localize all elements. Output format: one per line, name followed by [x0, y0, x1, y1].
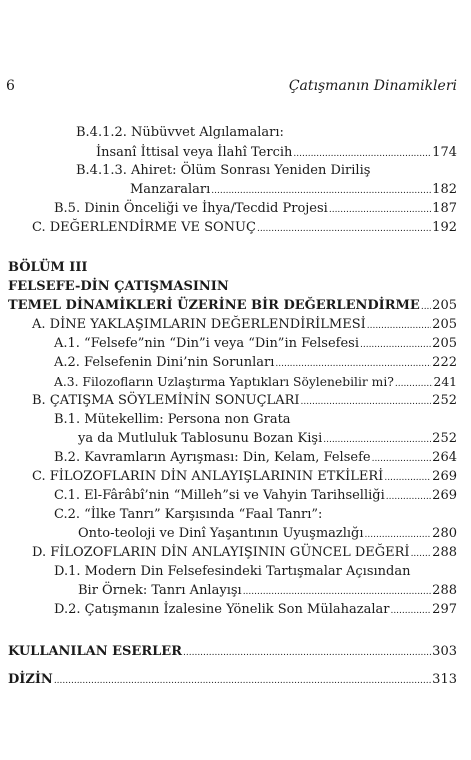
toc-entry-text: Bir Örnek: Tanrı Anlayışı — [78, 583, 242, 598]
toc-entry-index[interactable] — [8, 670, 457, 690]
toc-entry-text: C. FİLOZOFLARIN DİN ANLAYIŞLARININ ETKİLERİ — [32, 469, 384, 484]
toc-page-number: 192 — [432, 220, 457, 235]
toc-entry-a2[interactable] — [54, 353, 457, 373]
toc-entry-c-top[interactable] — [32, 218, 457, 238]
toc-page-number: 269 — [432, 488, 457, 503]
toc-entry-text: B.2. Kavramların Ayrışması: Din, Kelam, Felsefe — [54, 450, 371, 465]
running-header — [6, 78, 457, 98]
page-number: 6 — [6, 78, 15, 94]
toc-entry-a[interactable] — [32, 315, 457, 335]
dot-leader — [243, 581, 431, 602]
part-title-line1: FELSEFE-DİN ÇATIŞMASININ — [8, 279, 229, 294]
toc-entry-text: B. ÇATIŞMA SÖYLEMİNİN SONUÇLARI — [32, 393, 300, 408]
dot-leader — [367, 315, 431, 336]
toc-page-number: 303 — [432, 644, 457, 659]
toc-page-number: 241 — [433, 375, 457, 389]
dot-leader — [365, 524, 432, 545]
toc-entry-text: C. DEĞERLENDİRME VE SONUÇ — [32, 220, 256, 235]
toc-page-number: 205 — [432, 317, 457, 332]
dot-leader — [411, 543, 432, 564]
toc-page-number: 313 — [432, 672, 457, 687]
dot-leader — [386, 486, 431, 507]
toc-entry-text: İnsanî İttisal veya İlahî Tercih — [96, 145, 293, 160]
toc-entry-b412[interactable] — [96, 143, 457, 163]
dot-leader — [384, 467, 431, 488]
dot-leader — [390, 600, 431, 621]
toc-page-number: 288 — [432, 545, 457, 560]
toc-page-number: 288 — [432, 583, 457, 598]
toc-entry-b413[interactable] — [130, 180, 457, 200]
dot-leader — [323, 429, 431, 450]
toc-page-number: 205 — [432, 336, 457, 351]
toc-entry-references[interactable] — [8, 642, 457, 662]
toc-page-number: 182 — [432, 182, 457, 197]
toc-entry-text: KULLANILAN ESERLER — [8, 644, 183, 659]
toc-page-number: 269 — [432, 469, 457, 484]
toc-entry-text: A.2. Felsefenin Dini’nin Sorunları — [54, 355, 275, 370]
toc-page-number: 187 — [432, 201, 457, 216]
dot-leader — [183, 642, 431, 663]
toc-page-number: 280 — [432, 526, 457, 541]
toc-page-number: 264 — [432, 450, 457, 465]
toc-page-number: 205 — [432, 298, 457, 313]
toc-entry-b1-line1: B.1. Mütekellim: Persona non Grata — [54, 412, 291, 427]
toc-entry-d2[interactable] — [54, 600, 457, 620]
toc-entry-a3[interactable] — [54, 372, 457, 392]
part-title-line2: TEMEL DİNAMİKLERİ ÜZERİNE BİR DEĞERLENDİRME — [8, 298, 420, 313]
dot-leader — [360, 334, 431, 355]
toc-entry-c1[interactable] — [54, 486, 457, 506]
toc-entry-text: D. FİLOZOFLARIN DİN ANLAYIŞININ GÜNCEL DEĞERİ — [32, 545, 410, 560]
dot-leader — [372, 448, 432, 469]
toc-entry-text: A.1. “Felsefe”nin “Din”i veya “Din”in Felsefesi — [54, 336, 359, 351]
toc-entry-text: C.1. El-Fârâbî’nin “Milleh”si ve Vahyin Tarihselliği — [54, 488, 385, 503]
dot-leader — [257, 218, 431, 239]
toc-entry-b2[interactable] — [54, 448, 457, 468]
toc-entry-text: DİZİN — [8, 672, 53, 687]
toc-entry-d1-line1: D.1. Modern Din Felsefesindeki Tartışmalar Açısından — [54, 564, 411, 579]
toc-entry-d[interactable] — [32, 543, 457, 563]
toc-entry-part-title[interactable] — [8, 296, 457, 316]
toc-page-number: 174 — [432, 145, 457, 160]
toc-page-number: 252 — [432, 431, 457, 446]
toc-page-number: 297 — [432, 602, 457, 617]
toc-entry-b1[interactable] — [78, 429, 457, 449]
toc-entry-text: D.2. Çatışmanın İzalesine Yönelik Son Mülahazalar — [54, 602, 390, 617]
toc-page-number: 252 — [432, 393, 457, 408]
toc-entry-a1[interactable] — [54, 334, 457, 354]
toc-page-number: 222 — [432, 355, 457, 370]
toc-entry-text: Onto-teoloji ve Dinî Yaşantının Uyuşmazlığı — [78, 526, 364, 541]
toc-entry-c[interactable] — [32, 467, 457, 487]
toc-entry-text: Manzaraları — [130, 182, 211, 197]
toc-entry-b412-line1: B.4.1.2. Nübüvvet Algılamaları: — [76, 125, 284, 140]
dot-leader — [275, 353, 431, 374]
dot-leader — [301, 391, 432, 412]
toc-entry-b413-line1: B.4.1.3. Ahiret: Ölüm Sonrası Yeniden Diriliş — [76, 163, 371, 178]
dot-leader — [421, 296, 431, 317]
dot-leader — [54, 670, 431, 691]
toc-entry-text: A. DİNE YAKLAŞIMLARIN DEĞERLENDİRİLMESİ — [32, 317, 366, 332]
dot-leader — [329, 199, 431, 220]
toc-entry-text: ya da Mutluluk Tablosunu Bozan Kişi — [78, 431, 323, 446]
part-label: BÖLÜM III — [8, 260, 88, 275]
toc-entry-text: A.3. Filozofların Uzlaştırma Yaptıkları Söylenebilir mi? — [54, 375, 394, 389]
running-title: Çatışmanın Dinamikleri — [288, 78, 457, 94]
toc-entry-b[interactable] — [32, 391, 457, 411]
toc-entry-b5[interactable] — [54, 199, 457, 219]
toc-entry-d1[interactable] — [78, 581, 457, 601]
toc-entry-text: B.5. Dinin Önceliği ve İhya/Tecdid Projesi — [54, 201, 328, 216]
toc-entry-c2-line1: C.2. “İlke Tanrı” Karşısında “Faal Tanrı”: — [54, 507, 323, 522]
toc-entry-c2[interactable] — [78, 524, 457, 544]
dot-leader — [211, 180, 431, 201]
